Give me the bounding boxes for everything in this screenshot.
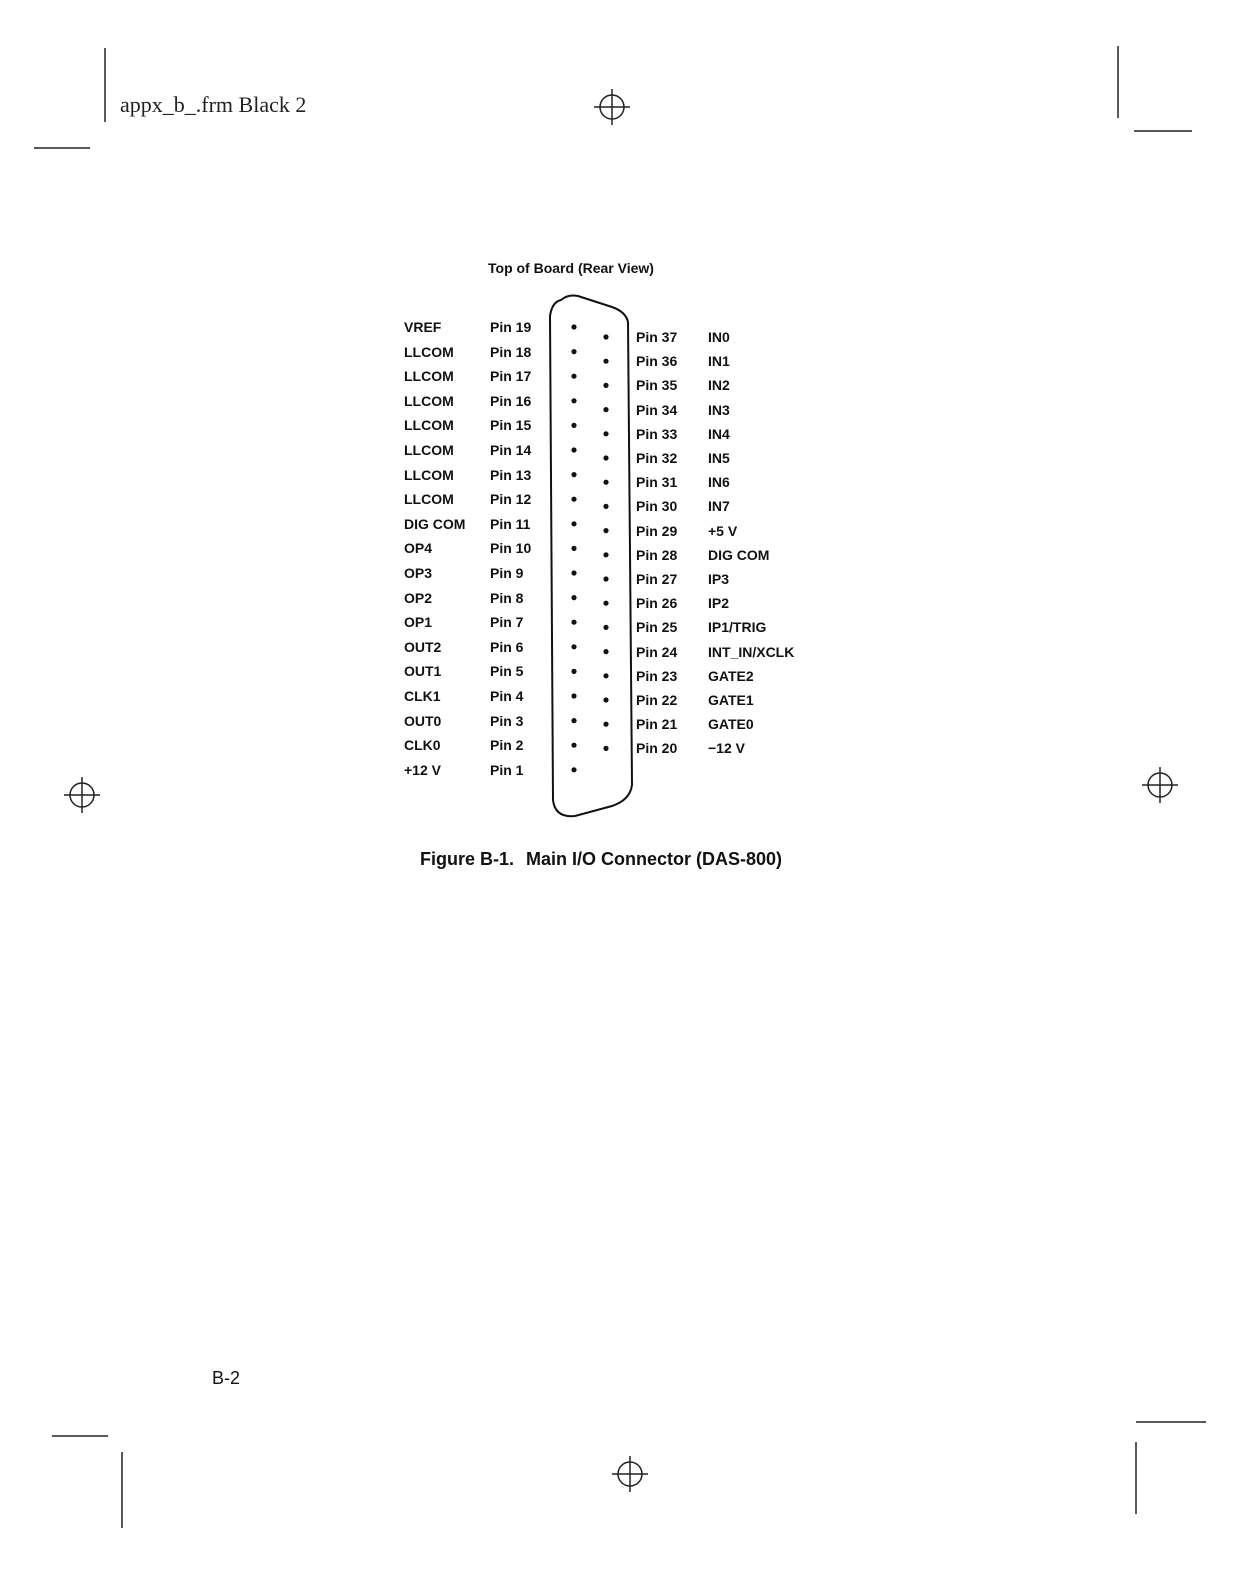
- pin-dot-right: [603, 673, 608, 678]
- pin-dot-right: [603, 552, 608, 557]
- pin-dot-right: [603, 576, 608, 581]
- left-signal-label: CLK1: [404, 688, 441, 704]
- right-pin-number: Pin 24: [636, 643, 678, 660]
- right-pin-number: Pin 23: [636, 667, 678, 684]
- left-pin-number: Pin 17: [490, 368, 532, 385]
- right-signal-label: IP2: [708, 595, 730, 612]
- pin-dot-left: [571, 398, 576, 403]
- right-pin-number: Pin 21: [636, 716, 678, 733]
- pin-dot-left: [571, 349, 576, 354]
- connector-pins: [571, 324, 608, 772]
- pin-dot-right: [603, 407, 608, 412]
- pin-dot-left: [571, 718, 576, 723]
- left-signal-label: LLCOM: [404, 392, 454, 409]
- right-signal-label: DIG COM: [708, 546, 770, 563]
- right-pin-number: Pin 26: [636, 595, 678, 612]
- left-pin-number: Pin 15: [490, 417, 532, 434]
- file-slug: appx_b_.frm Black 2: [120, 92, 307, 117]
- left-signal-label: VREF: [404, 319, 442, 335]
- figure-top-label: Top of Board (Rear View): [488, 260, 654, 276]
- right-signal-label: IN1: [708, 353, 730, 370]
- left-pin-number: Pin 1: [490, 761, 524, 778]
- pin-dot-right: [603, 455, 608, 460]
- right-pin-number: Pin 34: [636, 401, 678, 418]
- left-pin-number: Pin 6: [490, 638, 524, 655]
- left-signal-label: LLCOM: [404, 442, 454, 458]
- left-pin-number: Pin 14: [490, 442, 532, 458]
- right-pin-number: Pin 31: [636, 474, 678, 491]
- left-signal-label: CLK0: [404, 737, 441, 754]
- pin-dot-right: [603, 528, 608, 533]
- pin-dot-left: [571, 595, 576, 600]
- right-signal-label: INT_IN/XCLK: [708, 643, 795, 660]
- right-signal-label: IN3: [708, 401, 730, 418]
- left-signal-label: LLCOM: [404, 466, 454, 483]
- left-pin-number: Pin 11: [490, 515, 531, 532]
- left-pin-number: Pin 10: [490, 540, 532, 557]
- pin-dot-right: [603, 504, 608, 509]
- pin-dot-right: [603, 722, 608, 727]
- left-signal-label: LLCOM: [404, 368, 454, 385]
- right-pin-number: Pin 33: [636, 425, 678, 442]
- pin-dot-left: [571, 324, 576, 329]
- left-signal-label: OUT2: [404, 638, 442, 655]
- right-signal-label: IN4: [708, 425, 730, 442]
- left-signal-label: OUT1: [404, 663, 442, 680]
- left-pin-number: Pin 18: [490, 343, 532, 360]
- pin-dot-right: [603, 480, 608, 485]
- left-pin-number: Pin 16: [490, 392, 532, 409]
- right-signal-label: IN6: [708, 474, 730, 491]
- right-pin-number: Pin 27: [636, 571, 678, 587]
- right-pin-number: Pin 20: [636, 740, 678, 757]
- pin-dot-left: [571, 644, 576, 649]
- pin-dot-left: [571, 472, 576, 477]
- left-signal-label: OP4: [404, 540, 433, 557]
- right-signal-label: GATE0: [708, 716, 754, 733]
- pin-dot-left: [571, 767, 576, 772]
- right-pin-number: Pin 28: [636, 546, 678, 563]
- pin-dot-left: [571, 497, 576, 502]
- right-signal-label: IP1/TRIG: [708, 619, 767, 636]
- left-signal-label: OP3: [404, 565, 433, 581]
- right-pin-number: Pin 32: [636, 450, 678, 466]
- left-pin-number: Pin 4: [490, 688, 524, 704]
- pin-dot-right: [603, 334, 608, 339]
- left-signal-label: LLCOM: [404, 343, 454, 360]
- registration-target-left: [64, 777, 100, 813]
- left-signal-label: OP1: [404, 614, 433, 631]
- right-pin-number: Pin 35: [636, 377, 678, 394]
- right-pin-number: Pin 37: [636, 329, 678, 345]
- connector-shell: [550, 296, 632, 817]
- right-signal-label: IN5: [708, 450, 730, 466]
- right-signal-label: IN0: [708, 329, 730, 345]
- page-number: B-2: [212, 1368, 241, 1388]
- figure-caption: [420, 849, 794, 870]
- right-pin-number: Pin 22: [636, 692, 678, 708]
- right-pin-number: Pin 30: [636, 498, 678, 515]
- left-signal-label: LLCOM: [404, 417, 454, 434]
- registration-target-top: [594, 89, 630, 125]
- left-signal-label: +12 V: [404, 761, 441, 778]
- pin-dot-right: [603, 746, 608, 751]
- pin-dot-right: [603, 649, 608, 654]
- pin-dot-left: [571, 546, 576, 551]
- right-pin-number: Pin 29: [636, 522, 678, 539]
- right-pin-number: Pin 25: [636, 619, 678, 636]
- right-signal-label: IN7: [708, 498, 730, 515]
- left-pin-number: Pin 19: [490, 319, 532, 335]
- pin-dot-left: [571, 743, 576, 748]
- registration-target-right: [1142, 767, 1178, 803]
- right-signal-label: IP3: [708, 571, 730, 587]
- pin-dot-right: [603, 601, 608, 606]
- pin-dot-left: [571, 447, 576, 452]
- right-signal-label: GATE2: [708, 667, 754, 684]
- left-signal-label: OP2: [404, 589, 433, 606]
- pin-dot-left: [571, 693, 576, 698]
- pin-dot-left: [571, 669, 576, 674]
- right-signal-label: IN2: [708, 377, 730, 394]
- pin-dot-left: [571, 570, 576, 575]
- pin-dot-left: [571, 620, 576, 625]
- figure-caption-number: Figure B-1.: [420, 849, 515, 869]
- figure-caption-title: Main I/O Connector (DAS-800): [526, 849, 783, 869]
- left-pin-number: Pin 13: [490, 466, 532, 483]
- pin-dot-left: [571, 521, 576, 526]
- right-signal-label: −12 V: [708, 740, 745, 757]
- pin-dot-right: [603, 383, 608, 388]
- left-pin-number: Pin 9: [490, 565, 524, 581]
- pin-dot-right: [603, 625, 608, 630]
- pin-dot-left: [571, 374, 576, 379]
- pin-dot-right: [603, 359, 608, 364]
- pin-dot-right: [603, 697, 608, 702]
- left-signal-label: LLCOM: [404, 491, 454, 508]
- right-signal-label: +5 V: [708, 522, 738, 539]
- left-pin-number: Pin 2: [490, 737, 524, 754]
- registration-target-bottom: [612, 1456, 648, 1492]
- pin-dot-left: [571, 423, 576, 428]
- left-pin-number: Pin 12: [490, 491, 532, 508]
- left-signal-label: DIG COM: [404, 515, 466, 532]
- left-pin-number: Pin 3: [490, 712, 524, 729]
- left-pin-number: Pin 8: [490, 589, 524, 606]
- right-signal-label: GATE1: [708, 692, 754, 708]
- left-signal-label: OUT0: [404, 712, 442, 729]
- pin-dot-right: [603, 431, 608, 436]
- left-pin-number: Pin 7: [490, 614, 524, 631]
- right-pin-number: Pin 36: [636, 353, 678, 370]
- left-pin-number: Pin 5: [490, 663, 524, 680]
